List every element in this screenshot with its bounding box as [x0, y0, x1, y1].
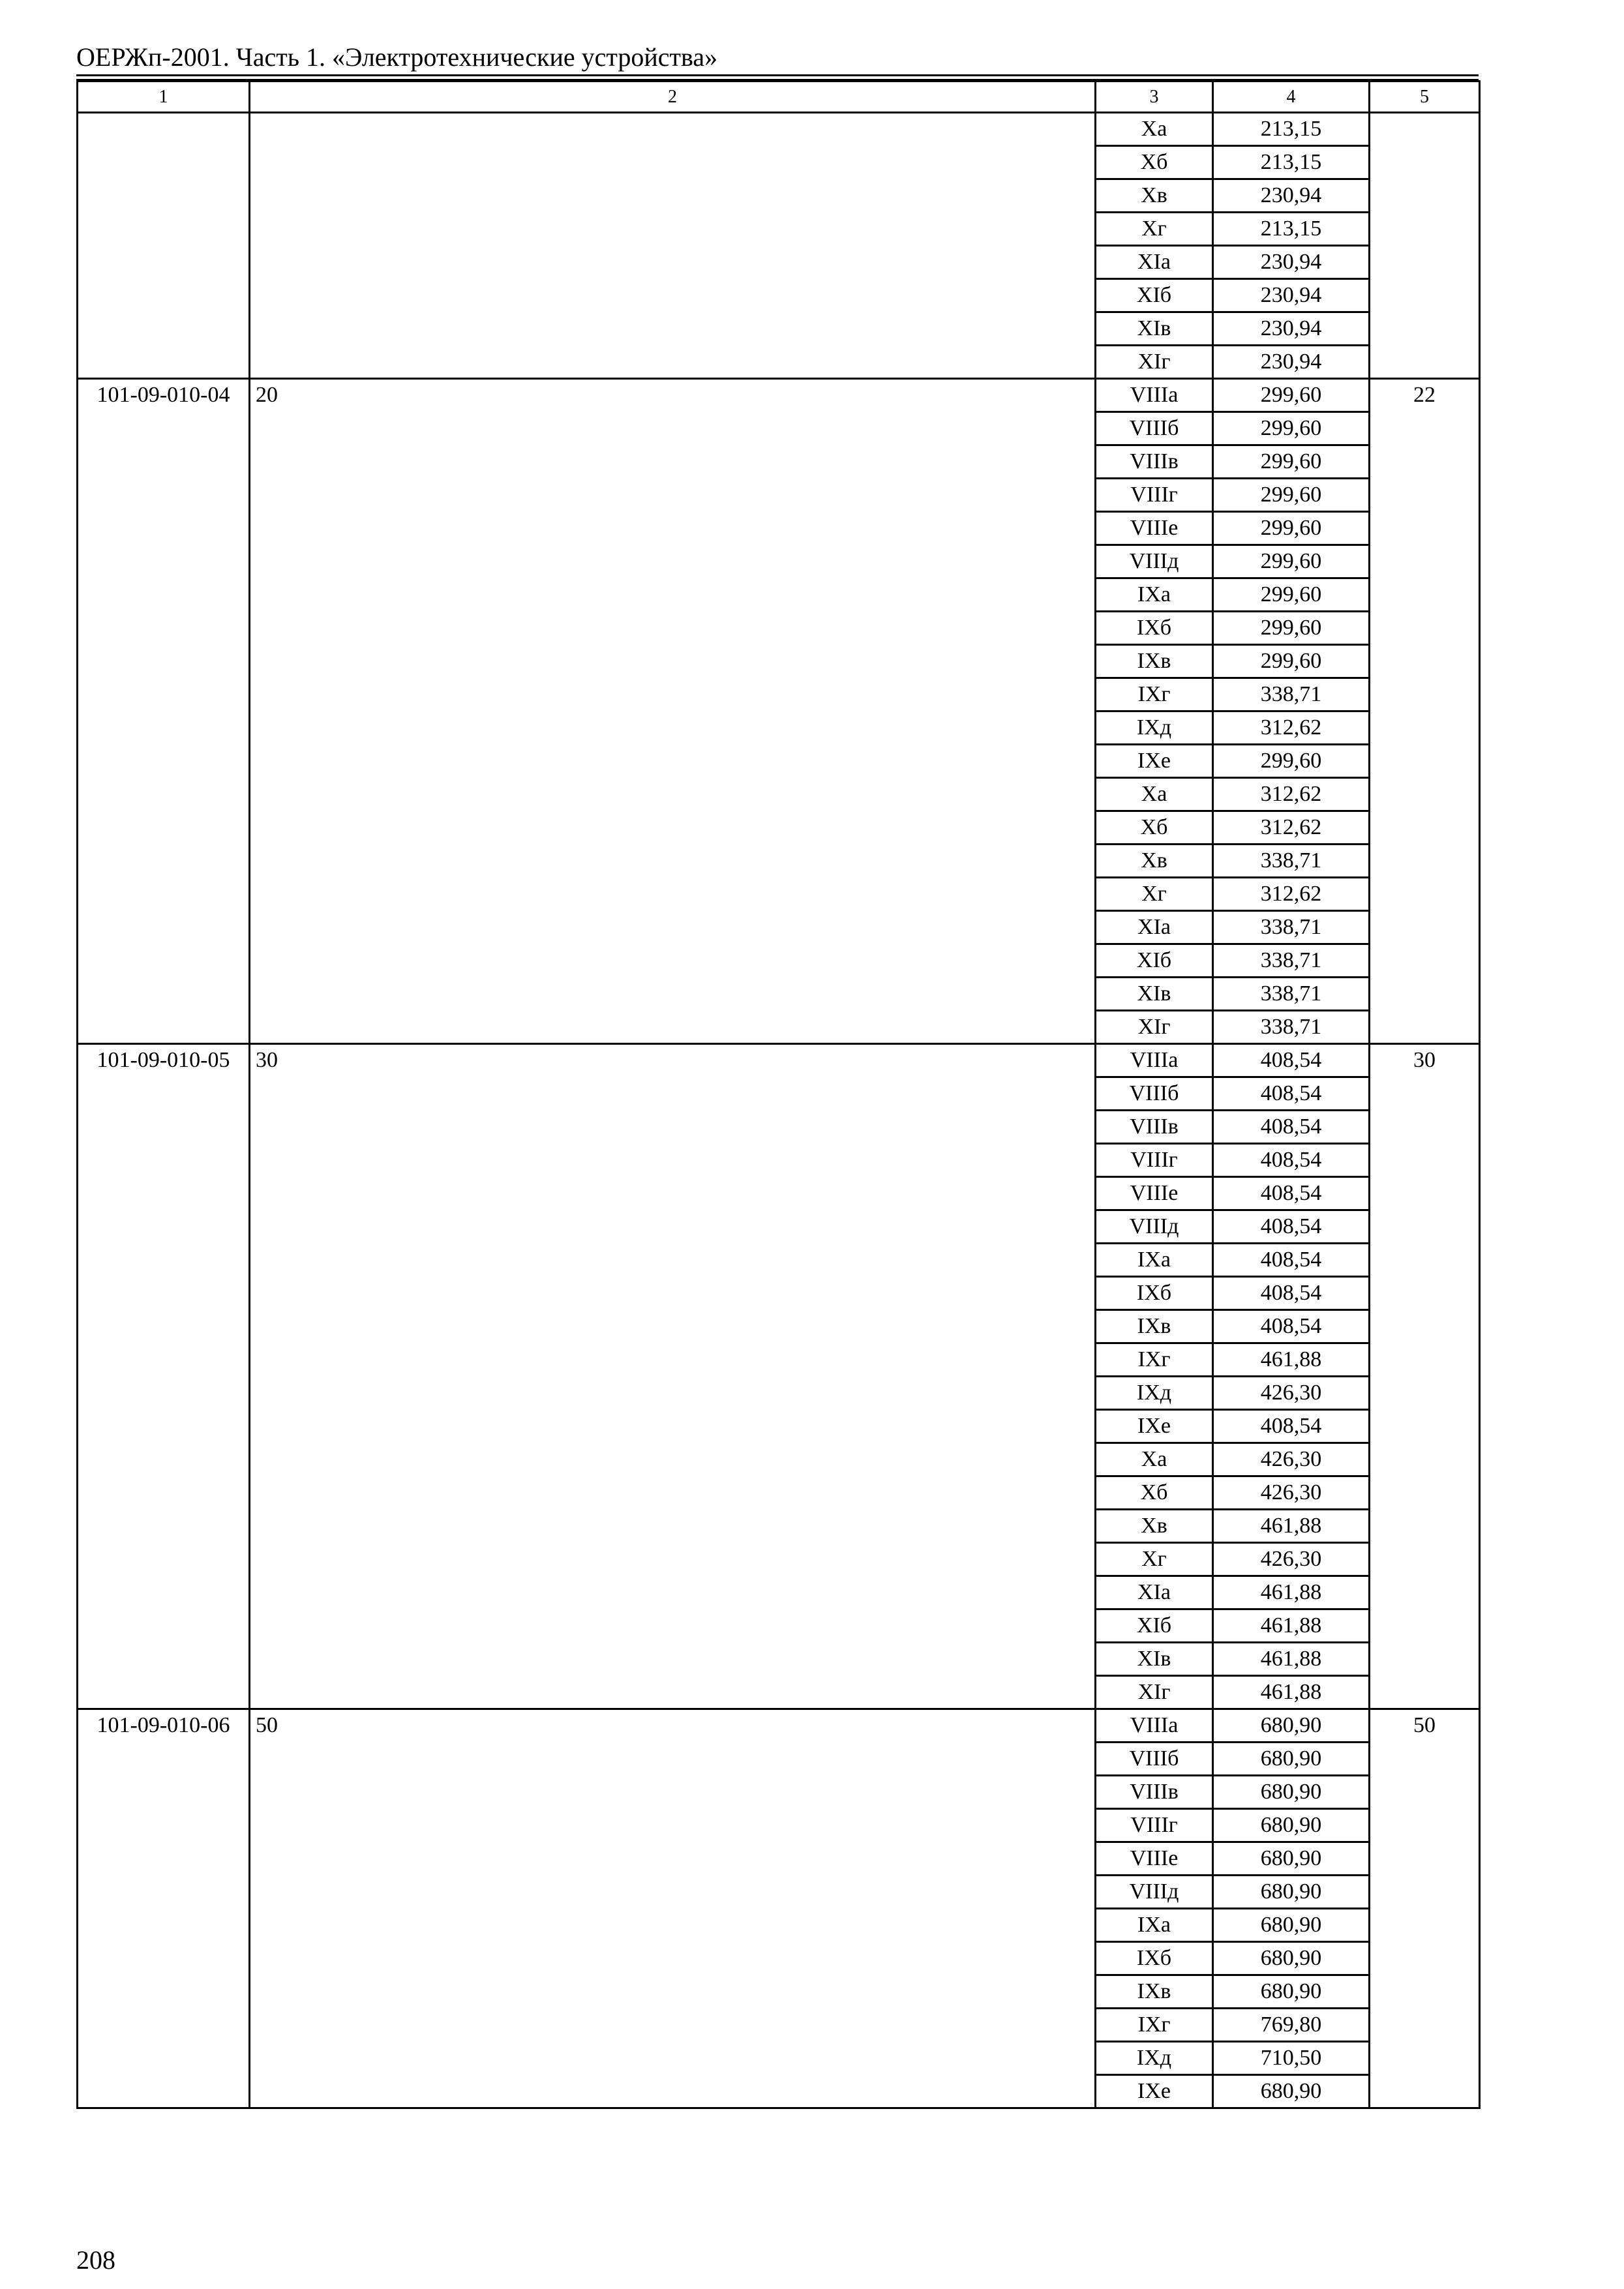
price-cell: 299,60	[1213, 545, 1370, 578]
zone-cell: IХа	[1096, 1244, 1213, 1277]
zone-cell: Ха	[1096, 778, 1213, 811]
zone-cell: Хв	[1096, 1510, 1213, 1543]
result-cell	[1370, 113, 1480, 379]
price-table	[76, 80, 1481, 2109]
zone-cell: Хг	[1096, 878, 1213, 911]
zone-cell: IХв	[1096, 1310, 1213, 1343]
zone-cell: VIIIд	[1096, 545, 1213, 578]
page-header: ОЕРЖп-2001. Часть 1. «Электротехнические устройства»	[76, 42, 718, 72]
price-cell: 213,15	[1213, 146, 1370, 179]
price-cell: 408,54	[1213, 1077, 1370, 1111]
zone-cell: VIIIг	[1096, 479, 1213, 512]
zone-cell: IХд	[1096, 2042, 1213, 2075]
price-cell: 230,94	[1213, 279, 1370, 312]
price-cell: 426,30	[1213, 1543, 1370, 1576]
zone-cell: ХIб	[1096, 944, 1213, 978]
zone-cell: Хг	[1096, 1543, 1213, 1576]
price-cell: 461,88	[1213, 1510, 1370, 1543]
price-cell: 680,90	[1213, 1975, 1370, 2009]
zone-cell: VIIIд	[1096, 1876, 1213, 1909]
code-cell: 101-09-010-06	[78, 1709, 250, 2108]
price-cell: 299,60	[1213, 612, 1370, 645]
zone-cell: Хб	[1096, 811, 1213, 845]
column-number: 4	[1213, 82, 1370, 113]
zone-cell: ХIг	[1096, 346, 1213, 379]
table-row	[78, 379, 1480, 412]
price-cell: 230,94	[1213, 246, 1370, 279]
zone-cell: ХIа	[1096, 911, 1213, 944]
zone-cell: ХIв	[1096, 1643, 1213, 1676]
table-row	[78, 1709, 1480, 1743]
price-cell: 408,54	[1213, 1144, 1370, 1177]
zone-cell: VIIIа	[1096, 379, 1213, 412]
price-cell: 461,88	[1213, 1609, 1370, 1643]
price-cell: 408,54	[1213, 1410, 1370, 1443]
price-cell: 769,80	[1213, 2009, 1370, 2042]
price-cell: 710,50	[1213, 2042, 1370, 2075]
price-cell: 299,60	[1213, 479, 1370, 512]
price-cell: 680,90	[1213, 1909, 1370, 1942]
parameter-cell: 30	[250, 1044, 1096, 1709]
page-number: 208	[76, 2245, 115, 2275]
price-cell: 299,60	[1213, 645, 1370, 678]
price-cell: 338,71	[1213, 978, 1370, 1011]
price-cell: 680,90	[1213, 1776, 1370, 1809]
price-cell: 680,90	[1213, 1942, 1370, 1975]
result-cell: 50	[1370, 1709, 1480, 2108]
zone-cell: VIIIг	[1096, 1809, 1213, 1842]
price-cell: 408,54	[1213, 1210, 1370, 1244]
parameter-cell: 50	[250, 1709, 1096, 2108]
zone-cell: Хб	[1096, 1476, 1213, 1510]
price-cell: 408,54	[1213, 1244, 1370, 1277]
zone-cell: IХа	[1096, 1909, 1213, 1942]
price-cell: 230,94	[1213, 346, 1370, 379]
zone-cell: Хв	[1096, 845, 1213, 878]
price-cell: 338,71	[1213, 845, 1370, 878]
column-number: 2	[250, 82, 1096, 113]
zone-cell: VIIIа	[1096, 1044, 1213, 1077]
price-cell: 299,60	[1213, 745, 1370, 778]
zone-cell: IХг	[1096, 678, 1213, 711]
price-cell: 299,60	[1213, 512, 1370, 545]
zone-cell: IХг	[1096, 2009, 1213, 2042]
price-cell: 680,90	[1213, 1876, 1370, 1909]
zone-cell: ХIа	[1096, 246, 1213, 279]
code-cell	[78, 113, 250, 379]
zone-cell: ХIг	[1096, 1676, 1213, 1709]
zone-cell: VIIIб	[1096, 412, 1213, 445]
zone-cell: ХIа	[1096, 1576, 1213, 1609]
price-cell: 213,15	[1213, 113, 1370, 146]
zone-cell: VIIIе	[1096, 512, 1213, 545]
zone-cell: IХв	[1096, 1975, 1213, 2009]
zone-cell: ХIв	[1096, 978, 1213, 1011]
zone-cell: IХб	[1096, 612, 1213, 645]
parameter-cell: 20	[250, 379, 1096, 1044]
price-cell: 299,60	[1213, 578, 1370, 612]
price-cell: 312,62	[1213, 811, 1370, 845]
zone-cell: IХа	[1096, 578, 1213, 612]
price-cell: 461,88	[1213, 1676, 1370, 1709]
price-cell: 680,90	[1213, 1842, 1370, 1876]
zone-cell: VIIIе	[1096, 1177, 1213, 1210]
zone-cell: Хв	[1096, 179, 1213, 213]
zone-cell: ХIг	[1096, 1011, 1213, 1044]
column-number: 3	[1096, 82, 1213, 113]
column-number: 1	[78, 82, 250, 113]
price-cell: 312,62	[1213, 878, 1370, 911]
price-cell: 299,60	[1213, 412, 1370, 445]
zone-cell: ХIв	[1096, 312, 1213, 346]
price-cell: 230,94	[1213, 312, 1370, 346]
table-row	[78, 1044, 1480, 1077]
price-cell: 408,54	[1213, 1310, 1370, 1343]
price-cell: 312,62	[1213, 778, 1370, 811]
price-cell: 408,54	[1213, 1277, 1370, 1310]
price-cell: 426,30	[1213, 1443, 1370, 1476]
column-number: 5	[1370, 82, 1480, 113]
zone-cell: Ха	[1096, 1443, 1213, 1476]
zone-cell: VIIIе	[1096, 1842, 1213, 1876]
zone-cell: Хб	[1096, 146, 1213, 179]
zone-cell: IХд	[1096, 711, 1213, 745]
price-cell: 680,90	[1213, 1743, 1370, 1776]
price-cell: 680,90	[1213, 1809, 1370, 1842]
parameter-cell	[250, 113, 1096, 379]
price-cell: 426,30	[1213, 1476, 1370, 1510]
price-cell: 299,60	[1213, 379, 1370, 412]
zone-cell: IХв	[1096, 645, 1213, 678]
price-cell: 338,71	[1213, 911, 1370, 944]
zone-cell: Ха	[1096, 113, 1213, 146]
table-row	[78, 113, 1480, 146]
zone-cell: VIIIд	[1096, 1210, 1213, 1244]
price-cell: 408,54	[1213, 1177, 1370, 1210]
zone-cell: IХб	[1096, 1942, 1213, 1975]
price-cell: 461,88	[1213, 1576, 1370, 1609]
price-cell: 312,62	[1213, 711, 1370, 745]
zone-cell: VIIIб	[1096, 1743, 1213, 1776]
price-cell: 338,71	[1213, 944, 1370, 978]
zone-cell: VIIIг	[1096, 1144, 1213, 1177]
zone-cell: IХе	[1096, 2075, 1213, 2108]
zone-cell: IХд	[1096, 1377, 1213, 1410]
zone-cell: IХе	[1096, 1410, 1213, 1443]
header-rule	[76, 74, 1479, 76]
price-cell: 230,94	[1213, 179, 1370, 213]
zone-cell: ХIб	[1096, 279, 1213, 312]
price-cell: 213,15	[1213, 213, 1370, 246]
code-cell: 101-09-010-04	[78, 379, 250, 1044]
column-number-row	[78, 82, 1480, 113]
zone-cell: IХб	[1096, 1277, 1213, 1310]
zone-cell: VIIIв	[1096, 1111, 1213, 1144]
result-cell: 30	[1370, 1044, 1480, 1709]
zone-cell: VIIIв	[1096, 445, 1213, 479]
zone-cell: IХе	[1096, 745, 1213, 778]
price-cell: 408,54	[1213, 1111, 1370, 1144]
price-cell: 426,30	[1213, 1377, 1370, 1410]
code-cell: 101-09-010-05	[78, 1044, 250, 1709]
price-cell: 299,60	[1213, 445, 1370, 479]
price-cell: 680,90	[1213, 1709, 1370, 1743]
price-cell: 338,71	[1213, 678, 1370, 711]
zone-cell: VIIIб	[1096, 1077, 1213, 1111]
zone-cell: VIIIа	[1096, 1709, 1213, 1743]
table-body	[78, 113, 1480, 2108]
price-cell: 461,88	[1213, 1643, 1370, 1676]
price-cell: 680,90	[1213, 2075, 1370, 2108]
zone-cell: Хг	[1096, 213, 1213, 246]
zone-cell: VIIIв	[1096, 1776, 1213, 1809]
result-cell: 22	[1370, 379, 1480, 1044]
zone-cell: IХг	[1096, 1343, 1213, 1377]
price-cell: 408,54	[1213, 1044, 1370, 1077]
price-cell: 461,88	[1213, 1343, 1370, 1377]
zone-cell: ХIб	[1096, 1609, 1213, 1643]
price-cell: 338,71	[1213, 1011, 1370, 1044]
